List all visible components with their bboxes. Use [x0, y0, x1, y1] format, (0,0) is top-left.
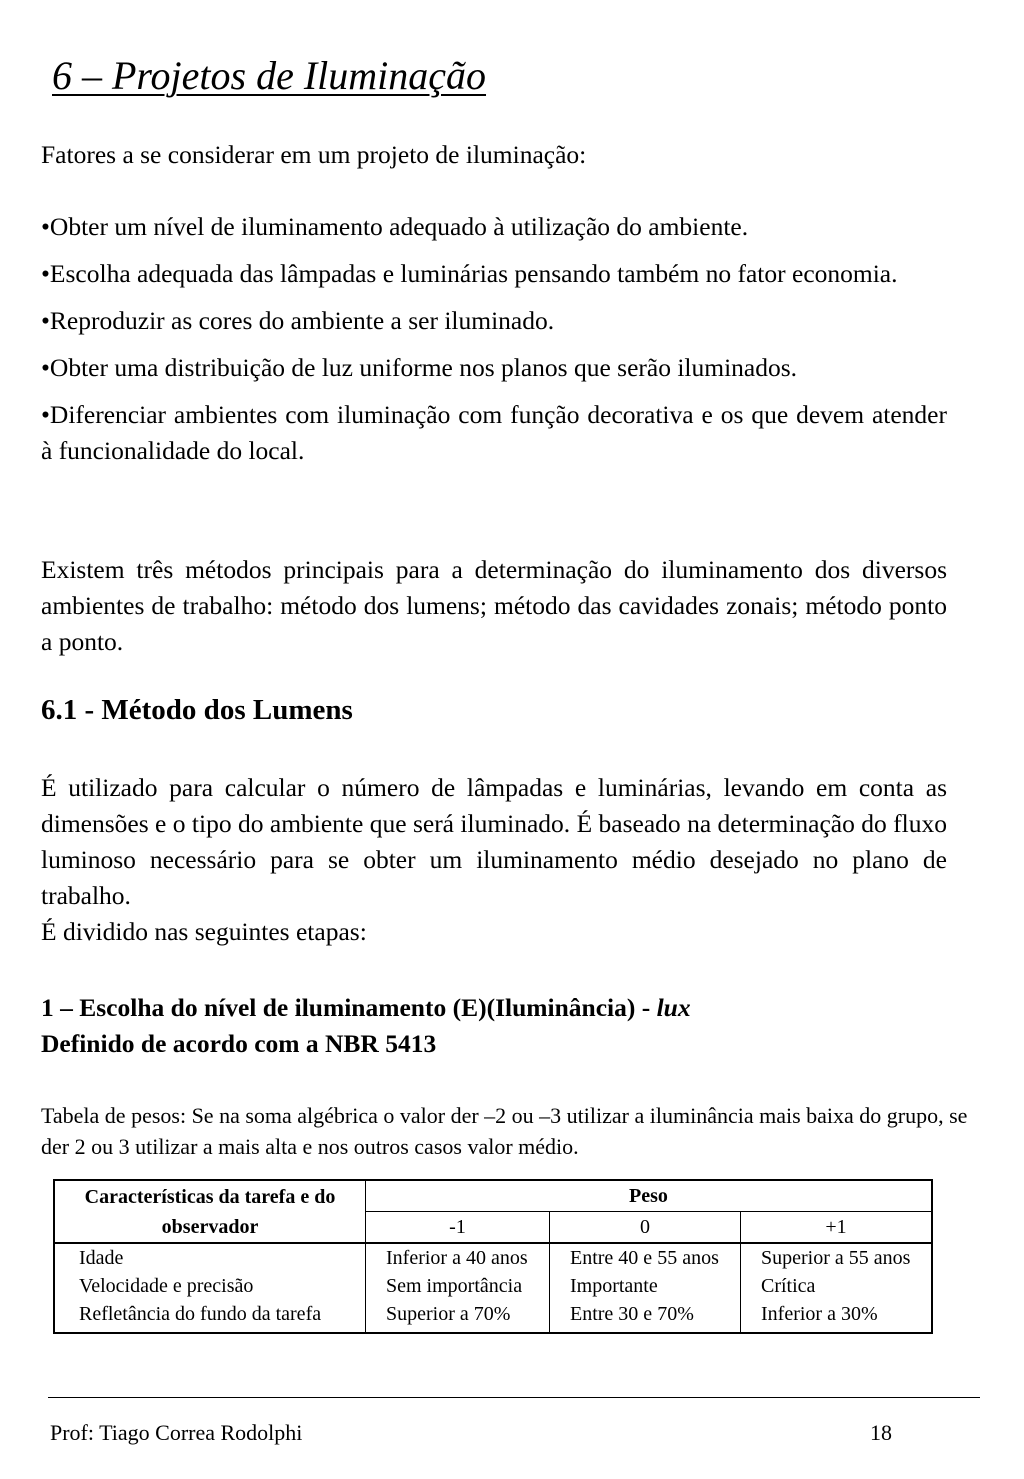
- table-cell: Sem importância: [366, 1272, 550, 1300]
- table-cell: Superior a 70%: [366, 1300, 550, 1333]
- weight-column-0: 0: [550, 1212, 741, 1244]
- page-number: 18: [870, 1420, 892, 1445]
- section-paragraph-steps: É dividido nas seguintes etapas:: [41, 917, 367, 946]
- table-cell: Entre 30 e 70%: [550, 1300, 741, 1333]
- table-cell: Refletância do fundo da tarefa: [54, 1300, 366, 1333]
- table-row: [54, 1272, 932, 1300]
- section-heading: 6.1 - Método dos Lumens: [41, 694, 353, 726]
- list-item: •Diferenciar ambientes com iluminação com função decorativa e os que devem atender à funcionalidade do local.: [41, 400, 947, 465]
- section-body: [41, 770, 947, 950]
- table-cell: Entre 40 e 55 anos: [550, 1243, 741, 1272]
- factor-list: [41, 209, 947, 480]
- step-title: 1 – Escolha do nível de iluminamento (E)(Iluminância) -: [41, 993, 657, 1022]
- table-cell: Inferior a 40 anos: [366, 1243, 550, 1272]
- footer-divider: [48, 1397, 980, 1398]
- table-cell: Idade: [54, 1243, 366, 1272]
- step-line-1: [41, 990, 691, 1026]
- list-item: •Reproduzir as cores do ambiente a ser iluminado.: [41, 306, 555, 335]
- list-item: •Obter um nível de iluminamento adequado à utilização do ambiente.: [41, 212, 749, 241]
- table-cell: Importante: [550, 1272, 741, 1300]
- table-cell: Inferior a 30%: [741, 1300, 933, 1333]
- step-line-2: Definido de acordo com a NBR 5413: [41, 1029, 437, 1058]
- intro-text: Fatores a se considerar em um projeto de iluminação:: [41, 140, 587, 169]
- step-unit: lux: [656, 993, 691, 1022]
- step-heading: [41, 990, 691, 1062]
- section-paragraph: É utilizado para calcular o número de lâmpadas e luminárias, levando em conta as dimensões e o tipo do ambiente que será iluminado. É baseado na determinação do fluxo luminoso necessário para se obter um iluminamento médio desejado no plano de trabalho.: [41, 773, 947, 910]
- list-item: •Escolha adequada das lâmpadas e luminárias pensando também no fator economia.: [41, 259, 898, 288]
- methods-paragraph: Existem três métodos principais para a determinação do iluminamento dos diversos ambientes de trabalho: método dos lumens; método das cavidades zonais; método ponto a ponto.: [41, 555, 947, 656]
- table-row: [54, 1243, 932, 1272]
- table-cell: Velocidade e precisão: [54, 1272, 366, 1300]
- header-characteristics: Características da tarefa e do observador: [54, 1180, 366, 1243]
- table-cell: Crítica: [741, 1272, 933, 1300]
- table-row: [54, 1300, 932, 1333]
- table-note: Tabela de pesos: Se na soma algébrica o valor der –2 ou –3 utilizar a iluminância mais baixa do grupo, se der 2 ou 3 utilizar a mais alta e nos outros casos valor médio.: [41, 1103, 968, 1159]
- weight-column-plus-1: +1: [741, 1212, 933, 1244]
- list-item: •Obter uma distribuição de luz uniforme nos planos que serão iluminados.: [41, 353, 798, 382]
- footer-author: Prof: Tiago Correa Rodolphi: [50, 1420, 303, 1445]
- weights-table: [53, 1179, 933, 1334]
- page-title: 6 – Projetos de Iluminação: [52, 53, 487, 98]
- table-cell: Superior a 55 anos: [741, 1243, 933, 1272]
- header-weight: Peso: [366, 1180, 933, 1212]
- weight-column-minus-1: -1: [366, 1212, 550, 1244]
